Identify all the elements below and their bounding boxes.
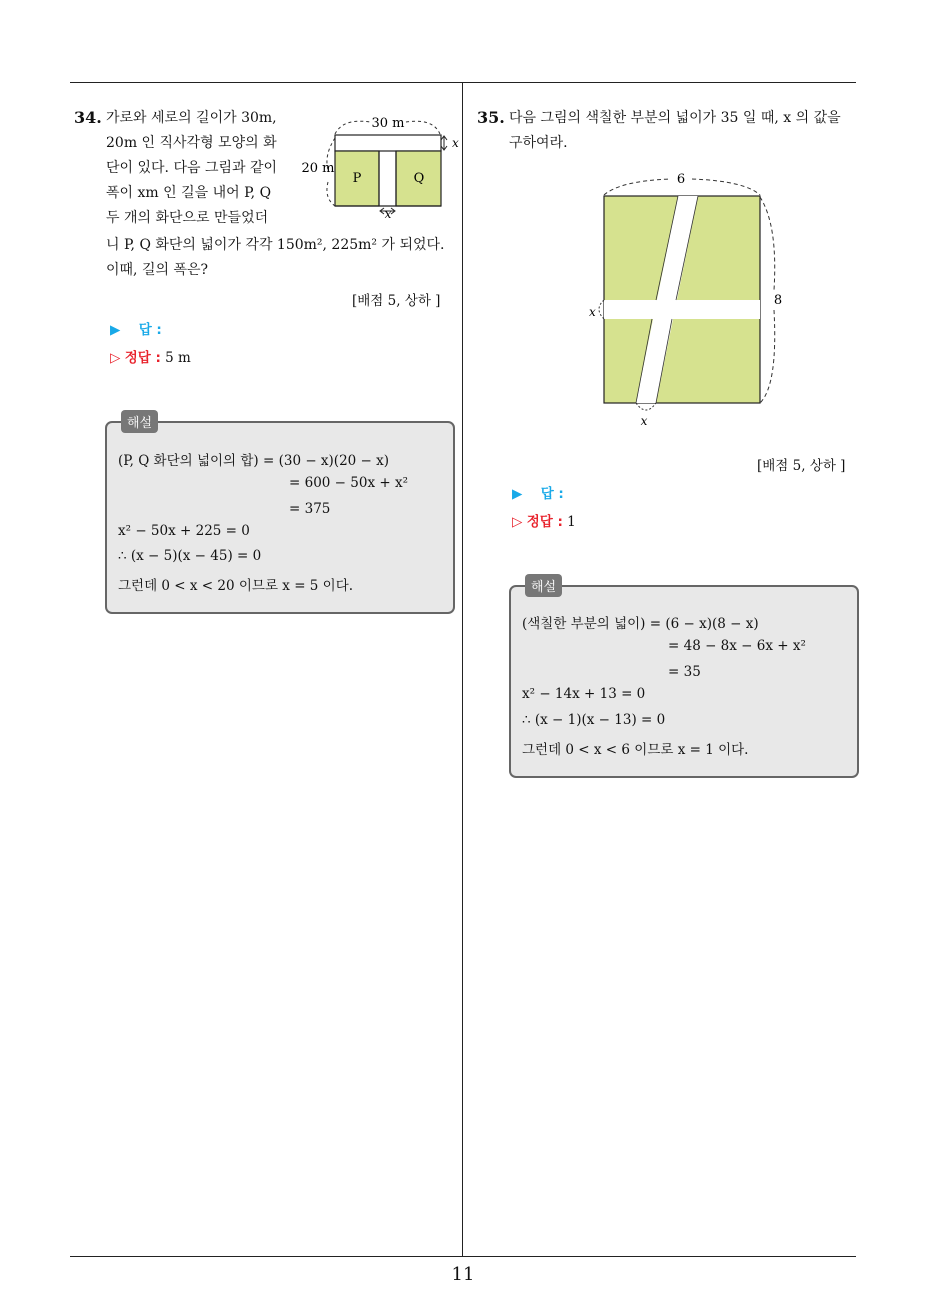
explanation-line: ∴ (x − 1)(x − 13) = 0: [522, 712, 666, 728]
bottom-rule: [70, 1256, 856, 1257]
correct-answer-row: [110, 346, 191, 366]
road-width-label: x: [452, 136, 459, 150]
explanation-line: = 35: [668, 664, 701, 680]
correct-answer-value: 5 m: [165, 350, 191, 366]
top-length-label: 6: [676, 172, 686, 187]
explanation-line: (색칠한 부분의 넓이) = (6 − x)(8 − x): [522, 616, 759, 632]
explanation-line: = 375: [289, 501, 331, 517]
answer-label: 답 :: [138, 322, 162, 338]
score-label: [배점 5, 상하 ]: [757, 458, 846, 474]
explanation-line: x² − 50x + 225 = 0: [118, 523, 250, 539]
question-text-line: 단이 있다. 다음 그림과 같이: [106, 160, 278, 176]
side-length-label: 20 m: [301, 161, 335, 176]
plot-q-label: Q: [413, 171, 425, 186]
road-width-label: x: [589, 305, 596, 319]
page-number: 11: [451, 1264, 475, 1285]
correct-answer-value: 1: [567, 514, 576, 530]
answer-row: [110, 318, 162, 338]
shaded-region-diagram: [580, 165, 790, 430]
question-text-line: 20m 인 직사각형 모양의 화: [106, 135, 277, 151]
play-icon: ▶: [110, 322, 121, 338]
hollow-play-icon: ▷: [512, 514, 523, 530]
correct-answer-row: [512, 510, 576, 530]
question-text-line: 폭이 xm 인 길을 내어 P, Q: [106, 185, 272, 201]
bottom-width-label: x: [384, 207, 392, 218]
play-icon: ▶: [512, 486, 523, 502]
explanation-line: 그런데 0 < x < 20 이므로 x = 5 이다.: [118, 578, 354, 594]
question-number: 35.: [477, 108, 505, 127]
garden-diagram: [298, 110, 460, 218]
explanation-line: = 48 − 8x − 6x + x²: [668, 638, 806, 654]
question-text-line: 니 P, Q 화단의 넓이가 각각 150m², 225m² 가 되었다.: [106, 237, 445, 253]
top-rule: [70, 82, 856, 83]
question-text-line: 가로와 세로의 길이가 30m,: [106, 110, 277, 126]
question-text-line: 이때, 길의 폭은?: [106, 262, 209, 278]
explanation-line: ∴ (x − 5)(x − 45) = 0: [118, 548, 262, 564]
top-length-label: 30 m: [371, 116, 405, 131]
side-length-label: 8: [773, 293, 783, 308]
answer-label: 답 :: [540, 486, 564, 502]
correct-answer-label: 정답 :: [124, 350, 161, 366]
question-text-line: 다음 그림의 색칠한 부분의 넓이가 35 일 때, x 의 값을: [509, 110, 841, 126]
question-text-line: 두 개의 화단으로 만들었더: [106, 210, 269, 226]
explanation-line: 그런데 0 < x < 6 이므로 x = 1 이다.: [522, 742, 749, 758]
question-text-line: 구하여라.: [509, 135, 568, 151]
explanation-line: = 600 − 50x + x²: [289, 475, 408, 491]
hollow-play-icon: ▷: [110, 350, 121, 366]
question-number: 34.: [74, 108, 102, 127]
bottom-width-label: x: [640, 414, 648, 428]
correct-answer-label: 정답 :: [526, 514, 563, 530]
explanation-tag: 해설: [525, 574, 562, 597]
score-label: [배점 5, 상하 ]: [352, 293, 441, 309]
explanation-line: (P, Q 화단의 넓이의 합) = (30 − x)(20 − x): [118, 453, 390, 469]
answer-row: [512, 482, 564, 502]
plot-p-label: P: [352, 171, 362, 186]
column-divider: [462, 82, 463, 1256]
explanation-line: x² − 14x + 13 = 0: [522, 686, 646, 702]
explanation-tag: 해설: [121, 410, 158, 433]
